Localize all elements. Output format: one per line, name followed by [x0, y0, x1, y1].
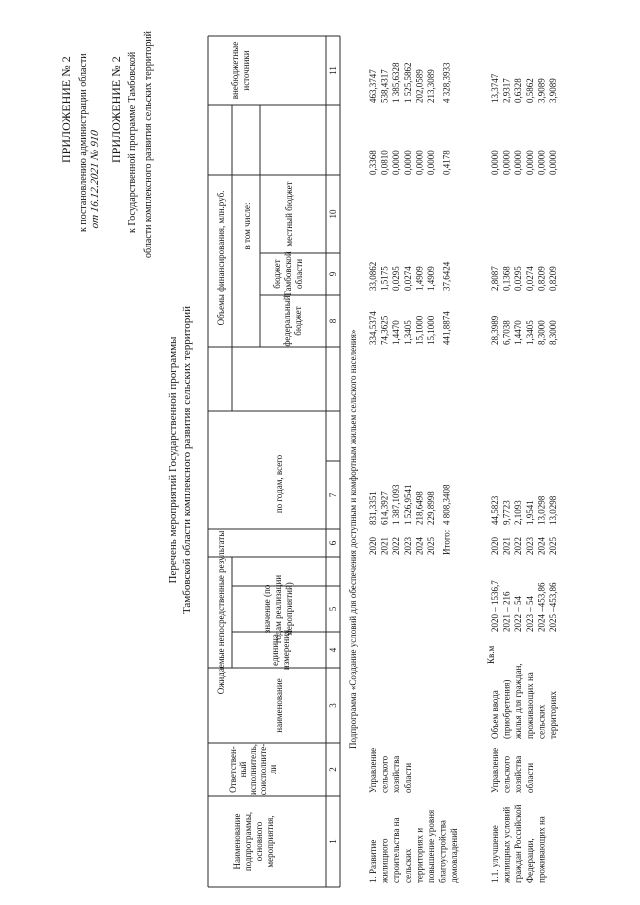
row1-offbudget: 1 385,6328 [391, 62, 402, 103]
row1-regional: 0,0274 [402, 266, 413, 291]
row1-local: 0,0000 [426, 150, 436, 175]
row2-name: граждан Российской [513, 804, 524, 883]
row2-offbudget: 0,5862 [524, 78, 535, 103]
row2-regional: 0,8209 [548, 266, 558, 291]
row2-local: 0,0000 [548, 150, 558, 175]
column-number: 9 [328, 271, 338, 277]
row1-name: благоустройства [437, 820, 448, 883]
row2-total: 1,9541 [524, 500, 535, 525]
row2-value: 2021 – 216 [501, 591, 512, 632]
header-col11: внебюджетные [230, 41, 240, 100]
row1-federal: 1,4470 [391, 320, 402, 345]
row1-federal: 15,1000 [414, 315, 425, 345]
row2-result: территориях [548, 690, 558, 739]
row2-federal: 1,4470 [513, 320, 524, 345]
row2-executor: Управление [490, 747, 500, 793]
header-col2: соисполните- [258, 743, 268, 796]
row1-total: 218,6498 [414, 491, 425, 525]
row2-value: 2024 –453,86 [536, 582, 547, 632]
row1-offbudget: 213,3089 [426, 69, 436, 103]
row1-executor: сельского [379, 755, 390, 793]
row2-offbudget: 0,6328 [513, 78, 524, 103]
row1-name: повышение уровня [426, 809, 436, 883]
row2-federal: 8,3000 [536, 320, 547, 345]
header-col5: годам реализации [273, 574, 283, 644]
header-funding: Объемы финансирования, млн.руб. [216, 190, 226, 326]
row1-executor: Управление [368, 747, 378, 793]
row1-local: 0,0000 [391, 150, 402, 175]
annex-title-1: ПРИЛОЖЕНИЕ № 2 [59, 56, 73, 163]
row2-regional: 2,8087 [490, 266, 500, 291]
row1-itogo-value: 441,8874 [441, 311, 452, 345]
row2-result: жилья для граждан, [513, 663, 524, 739]
row2-executor: хозяйства [513, 755, 524, 793]
row1-total: 831,3351 [368, 491, 378, 525]
row1-total: 1 526,9541 [402, 484, 413, 525]
row2-name: Федерации, [524, 838, 535, 883]
row2-federal: 28,3989 [490, 315, 500, 345]
column-number: 7 [328, 492, 338, 498]
row1-local: 0,0000 [414, 150, 425, 175]
row2-offbudget: 3,9089 [536, 78, 547, 103]
header-col9: Тамбовской [283, 251, 293, 297]
row2-value: 2022 – 54 [513, 596, 524, 632]
header-col8: бюджет [293, 306, 303, 336]
row1-federal: 1,3405 [402, 320, 413, 345]
row2-regional: 0,8209 [536, 266, 547, 291]
header-col11: источники [241, 50, 251, 91]
row1-local: 0,0810 [379, 150, 390, 175]
row2-federal: 6,7038 [501, 320, 512, 345]
header-col2: исполнитель, [248, 744, 258, 795]
row2-total: 44,5823 [490, 495, 500, 525]
row2-total: 13,0298 [536, 495, 547, 525]
row2-value: 2020 – 1536,7 [490, 580, 500, 632]
header-col1: Наименование [232, 813, 242, 870]
row1-year: 2020 [368, 537, 378, 555]
row1-itogo-value: 4 808,3408 [441, 484, 452, 525]
header-col1: основного [254, 821, 264, 862]
row1-name: 1. Развитие [368, 839, 378, 883]
row2-federal: 8,3000 [548, 320, 558, 345]
row2-name: 1.1. улучшение [490, 825, 500, 883]
row2-name: жилищных условий [501, 806, 512, 883]
row1-local: 0,3368 [368, 150, 378, 175]
row1-itogo-value: 37,6424 [441, 261, 452, 291]
row1-total: 229,8998 [426, 491, 436, 525]
header-col5: мероприятий) [284, 582, 294, 636]
row2-executor: сельского [501, 755, 512, 793]
row1-year: 2024 [414, 537, 425, 555]
header-col2: ный [238, 761, 248, 778]
column-number: 3 [328, 703, 338, 708]
row1-local: 0,0000 [402, 150, 413, 175]
row1-name: жилищного [379, 838, 390, 883]
header-col3: наименование [274, 678, 284, 733]
row1-itogo-value: 0,4178 [441, 150, 452, 175]
row1-year: 2023 [402, 537, 413, 555]
heading-line-2: Тамбовской области комплексного развития сельских территорий [181, 305, 193, 615]
header-col4: измерения [281, 629, 291, 671]
row2-year: 2025 [548, 537, 558, 555]
column-number: 4 [328, 647, 338, 653]
row1-regional: 1,4909 [414, 266, 425, 291]
row2-local: 0,0000 [490, 150, 500, 175]
row2-local: 0,0000 [524, 150, 535, 175]
header-col67: по годам, всего [274, 454, 284, 514]
column-number: 10 [328, 209, 338, 219]
subprogram-title: Подпрограмма «Создание условий для обеспечения доступным и комфортным жильем сельского населения» [348, 329, 358, 749]
row2-offbudget: 13,3747 [490, 73, 500, 103]
row1-regional: 1,4909 [426, 266, 436, 291]
row1-year: 2025 [426, 537, 436, 555]
row2-unit: Кв.м [486, 645, 496, 664]
row1-executor: хозяйства [391, 755, 402, 793]
row1-year: 2021 [379, 537, 390, 555]
row2-local: 0,0000 [513, 150, 524, 175]
row2-regional: 0,0295 [513, 266, 524, 291]
row1-total: 614,3927 [379, 491, 390, 525]
row1-offbudget: 538,4317 [379, 69, 390, 103]
header-col9: области [294, 258, 304, 290]
row2-executor: области [524, 762, 535, 793]
row1-regional: 0,0295 [391, 266, 402, 291]
row1-name: сельских [402, 848, 413, 883]
row2-federal: 1,3405 [524, 320, 535, 345]
row1-executor: области [402, 762, 413, 793]
header-col8: федеральный [282, 295, 292, 347]
header-col5: значение (по [262, 584, 272, 634]
header-col10: местный бюджет [284, 181, 294, 247]
row1-name: строительства на [391, 817, 402, 883]
header-col2: Ответствен- [228, 746, 238, 793]
header-expected-results: Ожидаемые непосредственные результаты [216, 530, 226, 695]
row2-value: 2025 –453,86 [548, 582, 558, 632]
row1-total: 1 387,1093 [391, 484, 402, 525]
header-col1: мероприятия, [265, 815, 275, 868]
heading-line-1: Перечень мероприятий Государственной программы [167, 336, 179, 584]
row2-result: Объем ввода [490, 690, 500, 739]
row1-offbudget: 463,3747 [368, 69, 378, 103]
column-number: 5 [328, 606, 338, 612]
row2-result: сельских [536, 704, 547, 739]
row2-local: 0,0000 [501, 150, 512, 175]
row2-total: 2,1093 [513, 500, 524, 525]
column-number: 8 [328, 318, 338, 324]
column-number: 2 [328, 767, 338, 772]
row2-regional: 0,0274 [524, 266, 535, 291]
row1-federal: 334,5374 [368, 311, 378, 345]
row2-name: проживающих на [536, 816, 547, 883]
row2-year: 2020 [490, 537, 500, 555]
row2-offbudget: 2,9317 [501, 78, 512, 103]
row1-year: 2022 [391, 537, 402, 555]
row2-result: проживающих на [524, 672, 535, 739]
row1-name: территориях и [414, 827, 425, 883]
annex-line-1: к постановлению администрации области [78, 53, 89, 232]
row1-federal: 15,1000 [426, 315, 436, 345]
column-number: 11 [328, 66, 338, 75]
row1-regional: 33,0862 [368, 261, 378, 291]
row1-federal: 74,3625 [379, 315, 390, 345]
header-col9: бюджет [272, 259, 282, 289]
row2-total: 13,0298 [548, 495, 558, 525]
row1-offbudget: 1 525,5862 [402, 62, 413, 103]
row2-year: 2023 [524, 537, 535, 555]
header-col4: единица [270, 634, 280, 666]
row2-year: 2024 [536, 537, 547, 555]
row2-local: 0,0000 [536, 150, 547, 175]
column-number: 1 [328, 839, 338, 844]
handwritten-date: от 16.12.2021 № 910 [89, 129, 101, 230]
row1-itogo-value: 4 328,3933 [441, 62, 452, 103]
row1-regional: 1,5175 [379, 266, 390, 291]
row2-value: 2023 – 54 [524, 596, 535, 632]
annex-line-2: к Государственной программе Тамбовской [127, 51, 138, 233]
row2-year: 2021 [501, 537, 512, 555]
row1-itogo-label: Итого: [441, 529, 452, 555]
annex-title-2: ПРИЛОЖЕНИЕ № 2 [109, 56, 123, 163]
row2-year: 2022 [513, 537, 524, 555]
header-col1: подпрограммы, [243, 811, 253, 872]
row1-offbudget: 202,0589 [414, 69, 425, 103]
header-col2: ли [268, 764, 278, 775]
row2-result: (приобретения) [501, 679, 512, 739]
row1-name: домовладений [449, 828, 460, 883]
row2-offbudget: 3,9089 [548, 78, 558, 103]
column-number: 6 [328, 540, 338, 546]
header-incl: в том числе: [242, 202, 252, 250]
annex-line-3: области комплексного развития сельских территорий [143, 30, 154, 258]
row2-total: 9,7723 [501, 500, 512, 525]
row2-regional: 0,1368 [501, 266, 512, 291]
